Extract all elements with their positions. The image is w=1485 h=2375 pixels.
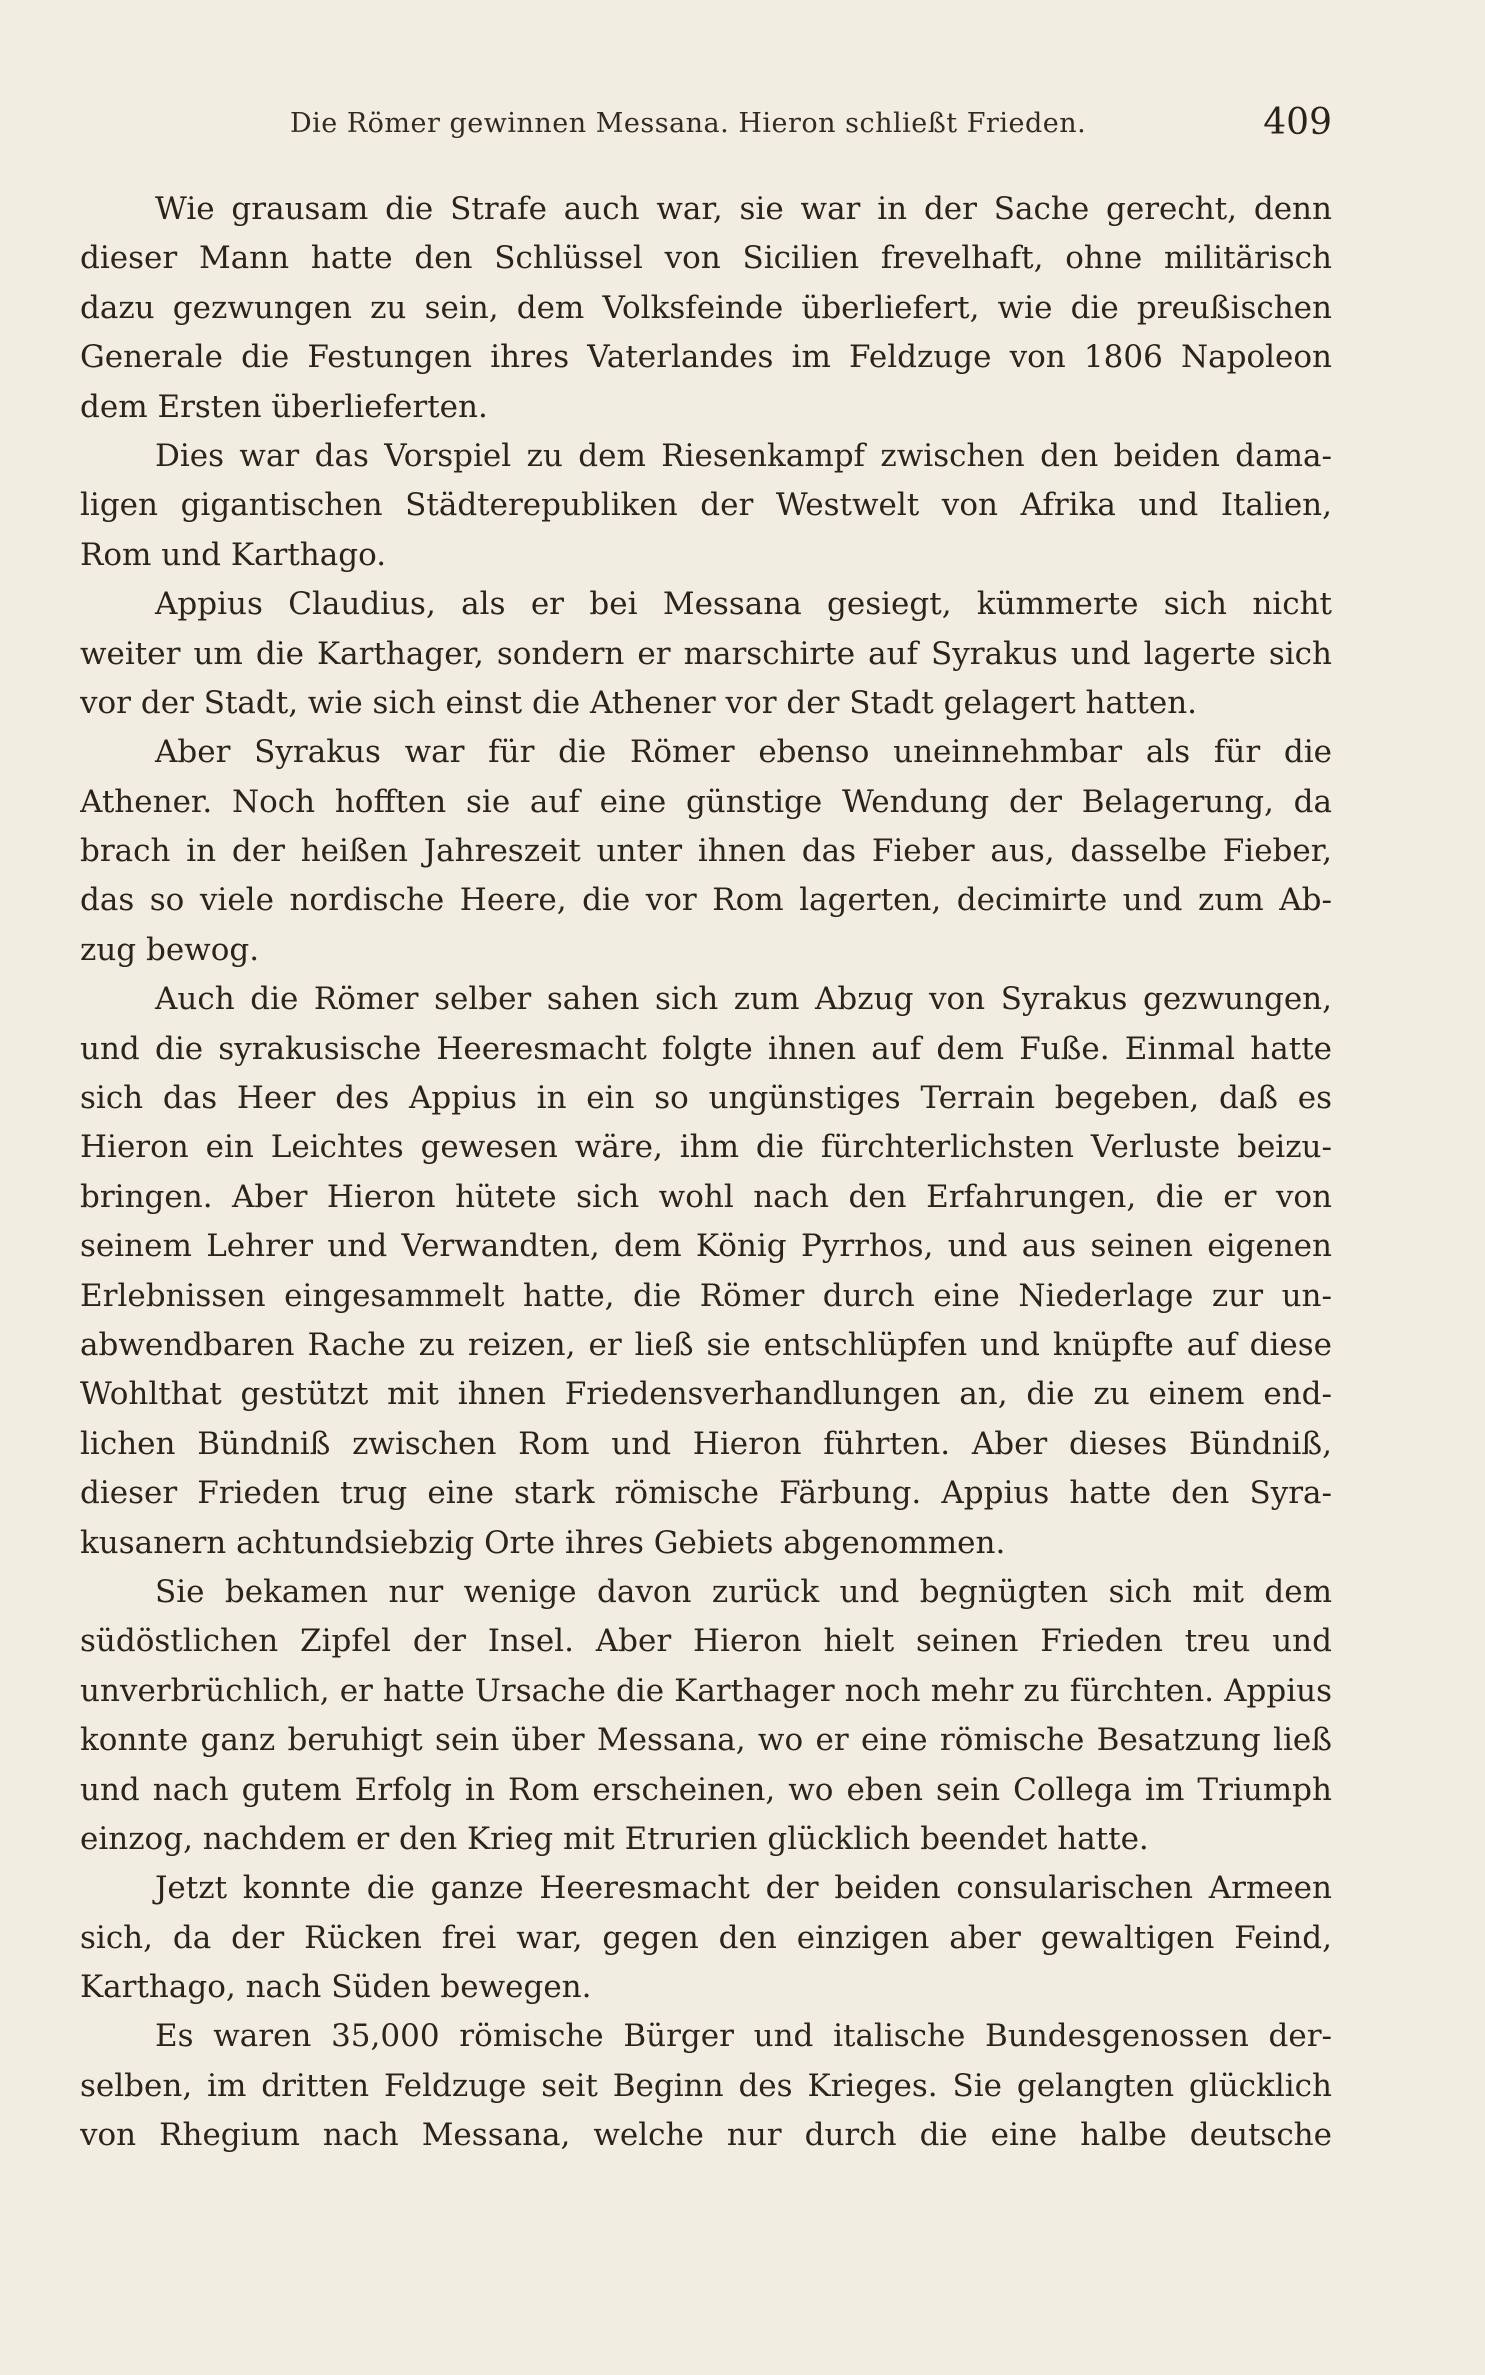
text-line: sich, da der Rücken frei war, gegen den einzigen aber gewaltigen Feind, [80, 1919, 1332, 1956]
paragraph [80, 580, 1332, 728]
text-line: bringen. Aber Hieron hütete sich wohl nach den Erfahrungen, die er von [80, 1178, 1332, 1215]
paragraph [80, 728, 1332, 975]
page-header [80, 102, 1332, 154]
text-line: Hieron ein Leichtes gewesen wäre, ihm die fürchterlichsten Verluste beizu- [80, 1129, 1332, 1166]
text-line: Sie bekamen nur wenige davon zurück und begnügten sich mit dem [155, 1573, 1332, 1610]
text-line: Rom und Karthago. [80, 536, 387, 573]
text-line: Karthago, nach Süden bewegen. [80, 1969, 592, 2006]
paragraph [80, 432, 1332, 580]
paragraph [80, 1568, 1332, 1864]
text-line: dieser Frieden trug eine stark römische Färbung. Appius hatte den Syra- [80, 1475, 1332, 1512]
paragraph [80, 185, 1332, 432]
text-line: dieser Mann hatte den Schlüssel von Sicilien frevelhaft, ohne militärisch [80, 240, 1332, 277]
text-line: sich das Heer des Appius in ein so ungünstiges Terrain begeben, daß es [80, 1080, 1332, 1117]
text-line: ligen gigantischen Städterepubliken der Westwelt von Afrika und Italien, [80, 487, 1332, 524]
page-number: 409 [1263, 102, 1332, 143]
text-line: Wohlthat gestützt mit ihnen Friedensverhandlungen an, die zu einem end- [80, 1376, 1332, 1413]
text-line: Athener. Noch hofften sie auf eine günstige Wendung der Belagerung, da [80, 783, 1332, 820]
text-line: lichen Bündniß zwischen Rom und Hieron führten. Aber dieses Bündniß, [80, 1425, 1332, 1462]
text-line: und nach gutem Erfolg in Rom erscheinen, wo eben sein Collega im Triumph [80, 1771, 1332, 1808]
running-head: Die Römer gewinnen Messana. Hieron schließt Frieden. [290, 108, 1087, 139]
text-line: brach in der heißen Jahreszeit unter ihnen das Fieber aus, dasselbe Fieber, [80, 833, 1332, 870]
text-line: unverbrüchlich, er hatte Ursache die Karthager noch mehr zu fürchten. Appius [80, 1672, 1332, 1709]
text-line: dazu gezwungen zu sein, dem Volksfeinde überliefert, wie die preußischen [80, 289, 1332, 326]
text-line: Aber Syrakus war für die Römer ebenso uneinnehmbar als für die [155, 734, 1332, 771]
text-line: seinem Lehrer und Verwandten, dem König Pyrrhos, und aus seinen eigenen [80, 1228, 1332, 1265]
text-line: südöstlichen Zipfel der Insel. Aber Hieron hielt seinen Frieden treu und [80, 1623, 1332, 1660]
text-line: Erlebnissen eingesammelt hatte, die Römer durch eine Niederlage zur un- [80, 1277, 1332, 1314]
text-line: Wie grausam die Strafe auch war, sie war in der Sache gerecht, denn [155, 191, 1332, 227]
text-line: Dies war das Vorspiel zu dem Riesenkampf zwischen den beiden dama- [155, 437, 1332, 474]
text-line: Auch die Römer selber sahen sich zum Abzug von Syrakus gezwungen, [155, 981, 1332, 1018]
text-line: dem Ersten überlieferten. [80, 388, 488, 425]
body-text [80, 185, 1332, 2161]
text-line: zug bewog. [80, 931, 260, 968]
text-line: abwendbaren Rache zu reizen, er ließ sie entschlüpfen und knüpfte auf diese [80, 1326, 1332, 1363]
text-line: vor der Stadt, wie sich einst die Athener vor der Stadt gelagert hatten. [80, 684, 1198, 721]
text-line: von Rhegium nach Messana, welche nur durch die eine halbe deutsche [80, 2117, 1332, 2154]
text-line: Es waren 35,000 römische Bürger und italische Bundesgenossen der- [155, 2018, 1332, 2055]
text-line: das so viele nordische Heere, die vor Rom lagerten, decimirte und zum Ab- [80, 882, 1332, 919]
paragraph [80, 1864, 1332, 2012]
text-line: einzog, nachdem er den Krieg mit Etrurien glücklich beendet hatte. [80, 1820, 1149, 1857]
text-line: Generale die Festungen ihres Vaterlandes im Feldzuge von 1806 Napoleon [80, 339, 1332, 376]
paragraph [80, 975, 1332, 1568]
text-line: weiter um die Karthager, sondern er marschirte auf Syrakus und lagerte sich [80, 635, 1332, 672]
text-line: selben, im dritten Feldzuge seit Beginn des Krieges. Sie gelangten glücklich [80, 2067, 1332, 2104]
text-line: kusanern achtundsiebzig Orte ihres Gebiets abgenommen. [80, 1524, 1006, 1561]
text-line: konnte ganz beruhigt sein über Messana, wo er eine römische Besatzung ließ [80, 1722, 1332, 1759]
paragraph [80, 2012, 1332, 2160]
text-line: und die syrakusische Heeresmacht folgte ihnen auf dem Fuße. Einmal hatte [80, 1030, 1332, 1067]
text-line: Appius Claudius, als er bei Messana gesiegt, kümmerte sich nicht [155, 586, 1332, 623]
text-line: Jetzt konnte die ganze Heeresmacht der beiden consularischen Armeen [155, 1870, 1332, 1907]
